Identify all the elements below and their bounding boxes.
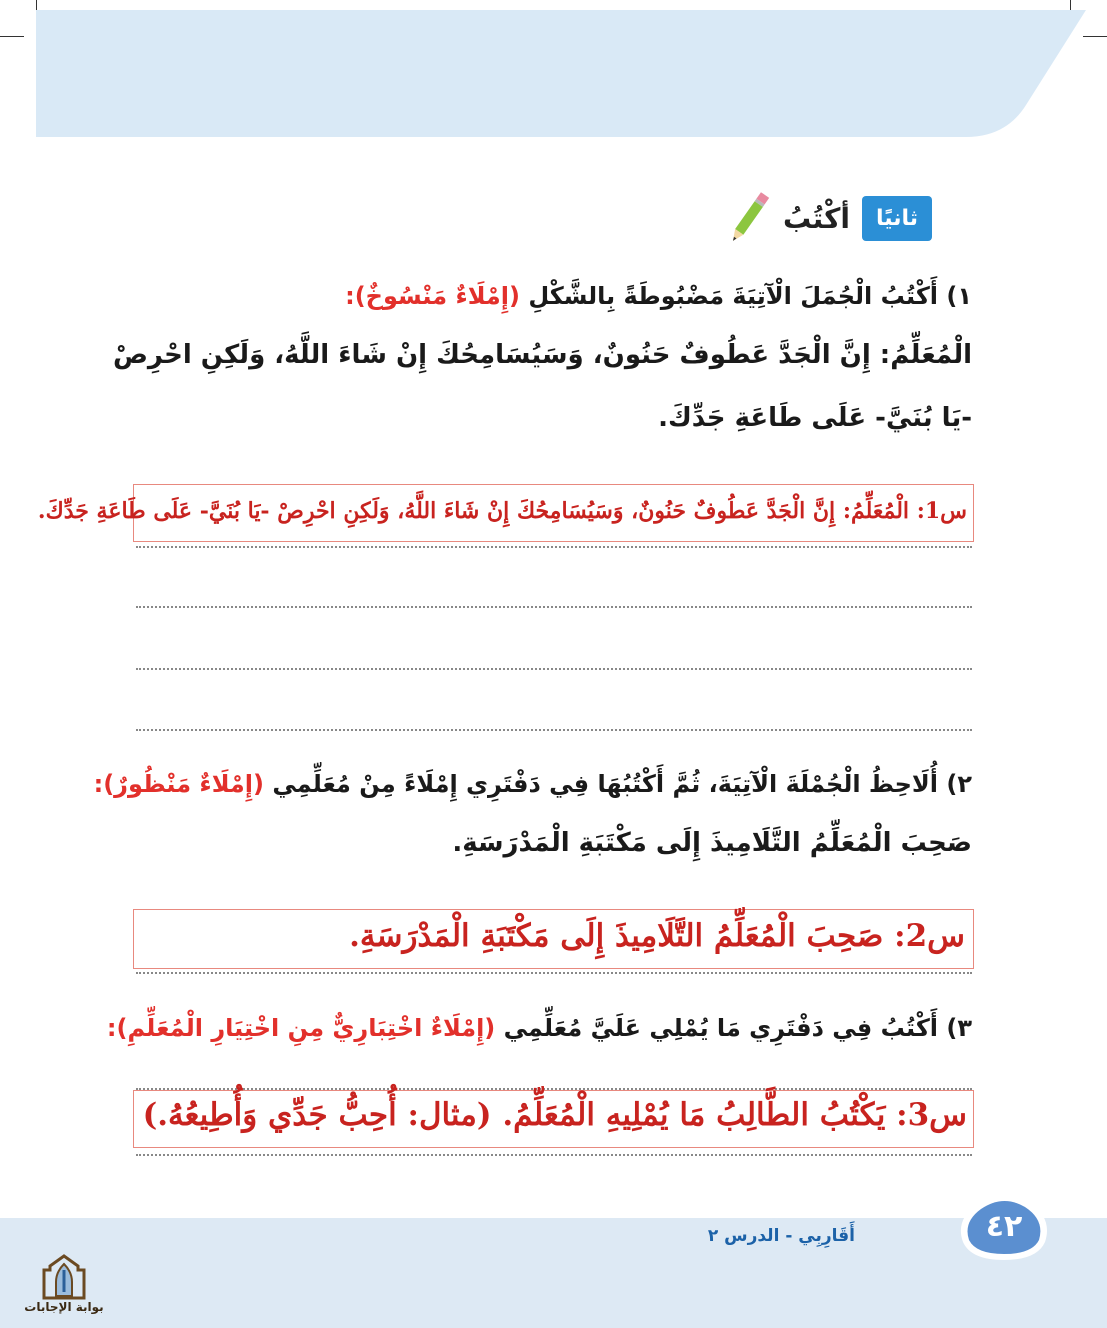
q1-sentence-line2: -يَا بُنَيَّ- عَلَى طَاعَةِ جَدِّكَ.	[658, 403, 972, 433]
writing-line	[136, 606, 972, 608]
q1-sentence-line1: الْمُعَلِّمُ: إِنَّ الْجَدَّ عَطُوفٌ حَنُونٌ، وَسَيُسَامِحُكَ إِنْ شَاءَ اللَّهُ، وَلَكِنِ احْرِصْ	[112, 340, 972, 370]
writing-line	[136, 972, 972, 974]
answer-box-1	[37, 484, 974, 542]
q1-instruction: أَكْتُبُ الْجُمَلَ الْآتِيَةَ مَضْبُوطَةً بِالشَّكْلِ	[528, 282, 939, 310]
q1-number: ١)	[946, 282, 972, 310]
section-title: أكْتُبُ	[783, 201, 850, 235]
answer-1-label: س1:	[916, 498, 967, 524]
q3-number: ٣)	[946, 1014, 972, 1042]
answer-3-text: يَكْتُبُ الطَّالِبُ مَا يُمْلِيهِ الْمُعَلِّمُ. (مثال: أُحِبُّ جَدِّي وَأُطِيعُهُ.)	[142, 1097, 886, 1133]
answer-2-label: س2:	[894, 918, 965, 954]
answer-1-text: الْمُعَلِّمُ: إِنَّ الْجَدَّ عَطُوفٌ حَنُونٌ، وَسَيُسَامِحُكَ إِنْ شَاءَ اللَّهُ، وَلَكِنِ احْرِصْ -يَا بُنَيَّ- عَلَى طَاعَةِ جَدِّكَ.	[37, 498, 910, 524]
header-band	[36, 10, 1086, 137]
q1-type: (إِمْلَاءٌ مَنْسُوخٌ):	[345, 282, 520, 310]
q2-instruction-line	[94, 770, 972, 798]
section-badge: ثانيًا	[862, 196, 932, 241]
writing-line	[136, 1154, 972, 1156]
q3-instruction-line	[107, 1014, 972, 1042]
footer-band	[0, 1218, 1107, 1328]
q2-instruction: أُلَاحِظُ الْجُمْلَةَ الْآتِيَةَ، ثُمَّ أَكْتُبُهَا فِي دَفْتَرِي إِمْلَاءً مِنْ مُعَلِّمِي	[272, 770, 939, 798]
q1-instruction-line	[345, 282, 972, 310]
q2-type: (إِمْلَاءٌ مَنْظُورٌ):	[93, 770, 264, 798]
answer-3-label: س3:	[896, 1097, 967, 1133]
q2-number: ٢)	[946, 770, 972, 798]
section-heading	[727, 188, 932, 248]
answer-2-text: صَحِبَ الْمُعَلِّمُ التَّلَامِيذَ إِلَى مَكْتَبَةِ الْمَدْرَسَةِ.	[349, 918, 884, 954]
writing-line	[136, 668, 972, 670]
watermark-text: بوابة الإجابات	[24, 1300, 104, 1314]
q3-instruction: أَكْتُبُ فِي دَفْتَرِي مَا يُمْلِي عَلَيَّ مُعَلِّمِي	[503, 1014, 939, 1042]
writing-line	[136, 546, 972, 548]
writing-line	[136, 729, 972, 731]
page-number-badge	[955, 1190, 1053, 1262]
lesson-label: أَقَارِبِي - الدرس ٢	[707, 1226, 855, 1246]
answer-box-2	[133, 909, 974, 969]
page-number: ٤٢	[985, 1208, 1023, 1244]
q2-sentence: صَحِبَ الْمُعَلِّمُ التَّلَامِيذَ إِلَى مَكْتَبَةِ الْمَدْرَسَةِ.	[452, 828, 972, 858]
crop-mark	[1083, 36, 1107, 37]
answer-box-3	[133, 1090, 974, 1148]
q3-type: (إِمْلَاءٌ اخْتِبَارِيٌّ مِنِ اخْتِيَارِ الْمُعَلِّمِ):	[106, 1014, 496, 1042]
crop-mark	[0, 36, 24, 37]
pencil-icon	[727, 188, 771, 248]
